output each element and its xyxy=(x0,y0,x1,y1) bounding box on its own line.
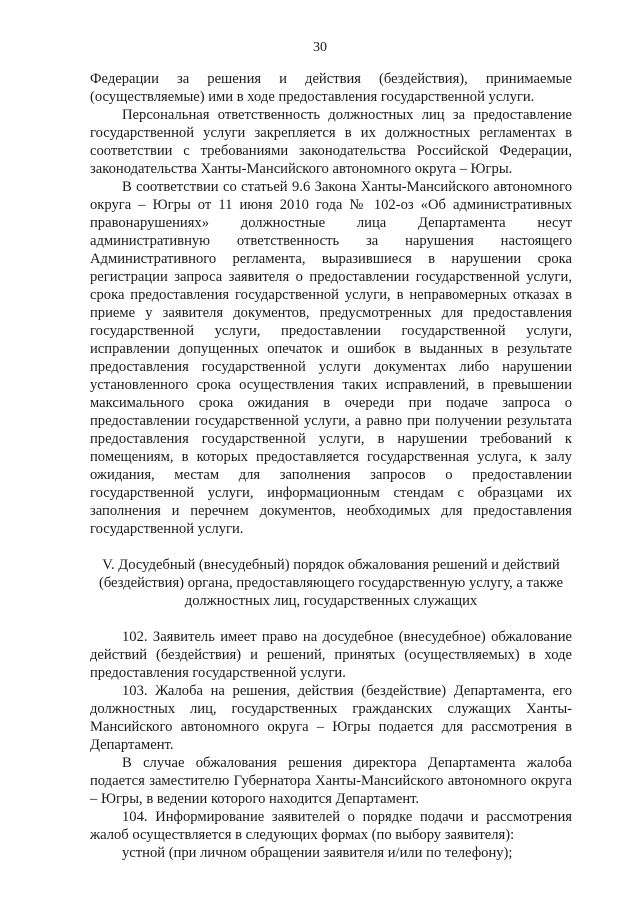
paragraph-personal-responsibility: Персональная ответственность должностных лиц за предоставление государственной услуги закрепляется в их должностных регламентах в соответствии с требованиями законодательства Российской Федерации, законодательства Ханты-Мансийского автономного округа – Югры. xyxy=(90,107,572,177)
page-number: 30 xyxy=(313,40,327,55)
paragraph-104: 104. Информирование заявителей о порядке подачи и рассмотрения жалоб осуществляется в следующих формах (по выбору заявителя): xyxy=(90,809,572,843)
paragraph-director-complaint: В случае обжалования решения директора Департамента жалоба подается заместителю Губернатора Ханты-Мансийского автономного округа – Югры, в ведении которого находится Департамент. xyxy=(90,755,572,807)
paragraph-oral-form: устной (при личном обращении заявителя и/или по телефону); xyxy=(122,845,513,861)
paragraph-102: 102. Заявитель имеет право на досудебное (внесудебное) обжалование действий (бездействия) и решений, принятых (осуществляемых) в ходе предоставления государственной услуги. xyxy=(90,629,572,681)
paragraph-continuation: Федерации за решения и действия (бездействия), принимаемые (осуществляемые) ими в ходе предоставления государственной услуги. xyxy=(90,71,572,105)
paragraph-administrative-responsibility: В соответствии со статьей 9.6 Закона Ханты-Мансийского автономного округа – Югры от 11 июня 2010 года № 102-оз «Об административных правонарушениях» должностные лица Департамента несут административную ответственность за нарушения настоящего Административного регламента, выразившиеся в нарушении срока регистрации запроса заявителя о предоставлении государственной услуги, срока предоставления государственной услуги, в неправомерных отказах в приеме у заявителя документов, предусмотренных для предоставления государственной услуги, предоставлении государственной услуги, исправлении допущенных опечаток и ошибок в выданных в результате предоставления государственной услуги документах либо нарушении установленного срока осуществления таких исправлений, в превышении максимального срока ожидания в очереди при подаче запроса о предоставлении государственной услуги, а равно при получении результата предоставления государственной услуги, в нарушении требований к помещениям, в которых предоставляется государственная услуга, к залу ожидания, местам для заполнения запросов о предоставлении государственной услуги, информационным стендам с образцами их заполнения и перечнем документов, необходимых для предоставления государственной услуги. xyxy=(90,179,572,537)
section-heading: V. Досудебный (внесудебный) порядок обжалования решений и действий (бездействия) органа, предоставляющего государственную услугу, а также должностных лиц, государственных служащих xyxy=(98,557,564,609)
document-body xyxy=(90,70,572,862)
paragraph-103: 103. Жалоба на решения, действия (бездействие) Департамента, его должностных лиц, государственных гражданских служащих Ханты-Мансийского автономного округа – Югры подается для рассмотрения в Департамент. xyxy=(90,683,572,753)
